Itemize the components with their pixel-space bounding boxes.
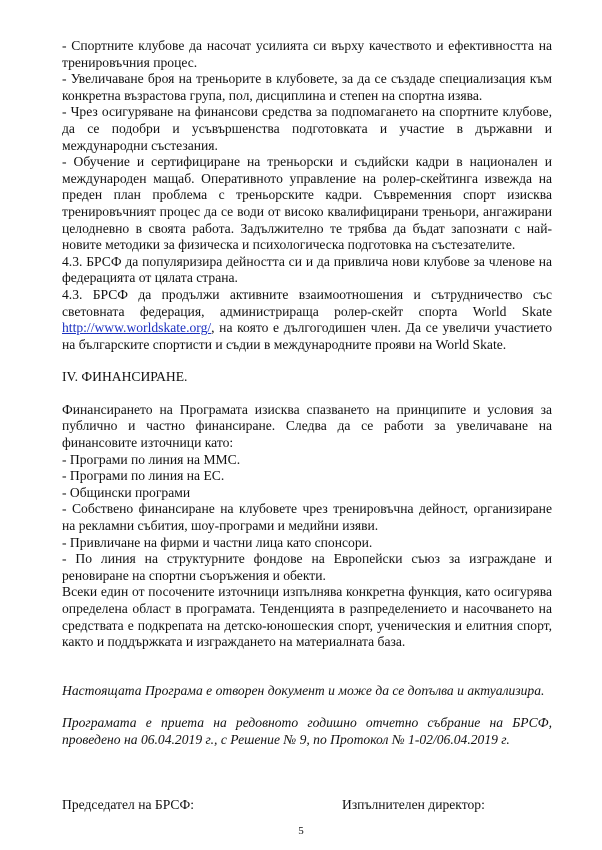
bullet-item: - Увеличаване броя на треньорите в клубовете, за да се създаде специализация към конкретна възрастова група, пол, дисциплина и степен на спортна изява.: [62, 71, 552, 103]
paragraph-text: 4.3. БРСФ да продължи активните взаимоотношения и сътрудничество със световната федерация, администрираща ролер-скейт спорта World Skate: [62, 286, 552, 319]
open-document-note: Настоящата Програма е отворен документ и може да се допълва и актуализира.: [62, 682, 545, 698]
chairman-signature-label: Председател на БРСФ:: [62, 797, 195, 812]
page-number: 5: [298, 825, 304, 837]
bullet-item: - Спортните клубове да насочат усилията си върху качеството и ефективността на тренировъчния процес.: [62, 38, 552, 70]
bullet-item: - По линия на структурните фондове на Европейски съюз за изграждане и реновиране на спортни съоръжения и обекти.: [62, 551, 552, 583]
bullet-item: - Общински програми: [62, 484, 191, 500]
bullet-item: - Чрез осигуряване на финансови средства за подпомагането на спортните клубове, да се подобри и усъвършенства подготовката и участие в държавни и международни състезания.: [62, 104, 552, 153]
bullet-item-with-link: [62, 287, 552, 353]
bullet-item: - Програми по линия на ЕС.: [62, 468, 225, 484]
bullet-item: - Програми по линия на ММС.: [62, 451, 241, 467]
paragraph-text: , на която е дългогодишен член. Да се увеличи участието на българските спортисти и съдии в международните прояви на World Skate.: [62, 320, 552, 352]
bullet-item: - Обучение и сертифициране на треньорски и съдийски кадри в национален и международен мащаб. Оперативното управление на ролер-скейтинга извежда на преден план проблема с треньорските кадри. Съвременния спорт изисква тренировъчният процес да се води от високо квалифицирани треньори, ангажирани целодневно в своята работа. Задължително те трябва да бъдат запознати с най-новите методики за физическа и психологическа подготовка на състезателите.: [62, 154, 552, 253]
adoption-note: Програмата е приета на редовното годишно отчетно събрание на БРСФ, проведено на 06.04.2019 г., с Решение № 9, по Протокол № 1-02/06.04.2019 г.: [62, 715, 552, 747]
executive-director-signature-label: Изпълнителен директор:: [342, 797, 485, 812]
worldskate-link[interactable]: http://www.worldskate.org/: [62, 320, 212, 336]
financing-closing: Всеки един от посочените източници изпълнява конкретна функция, като осигурява определена област в програмата. Тенденцията в разпределението и насочването на средствата е подкрепата на детско-юношеския спорт, ученическия и елитния спорт, както и поддържката и изграждането на материалната база.: [62, 584, 552, 650]
bullet-item: - Собствено финансиране на клубовете чрез тренировъчна дейност, организиране на рекламни събития, шоу-програми и медийни изяви.: [62, 501, 552, 534]
document-page: [62, 38, 552, 749]
section-intro: [62, 38, 552, 353]
bullet-item: - Привличане на фирми и частни лица като спонсори.: [62, 534, 373, 550]
financing-intro: Финансирането на Програмата изисква спазването на принципите и условия за публично и частно финансиране. Следва да се работи за увеличаване на финансовите източници като:: [62, 401, 552, 451]
section-financing: [62, 402, 552, 651]
section-heading: IV. ФИНАНСИРАНЕ.: [62, 369, 188, 385]
bullet-item: 4.3. БРСФ да популяризира дейността си и да привлича нови клубове за членове на федерацията от цялата страна.: [62, 253, 552, 286]
